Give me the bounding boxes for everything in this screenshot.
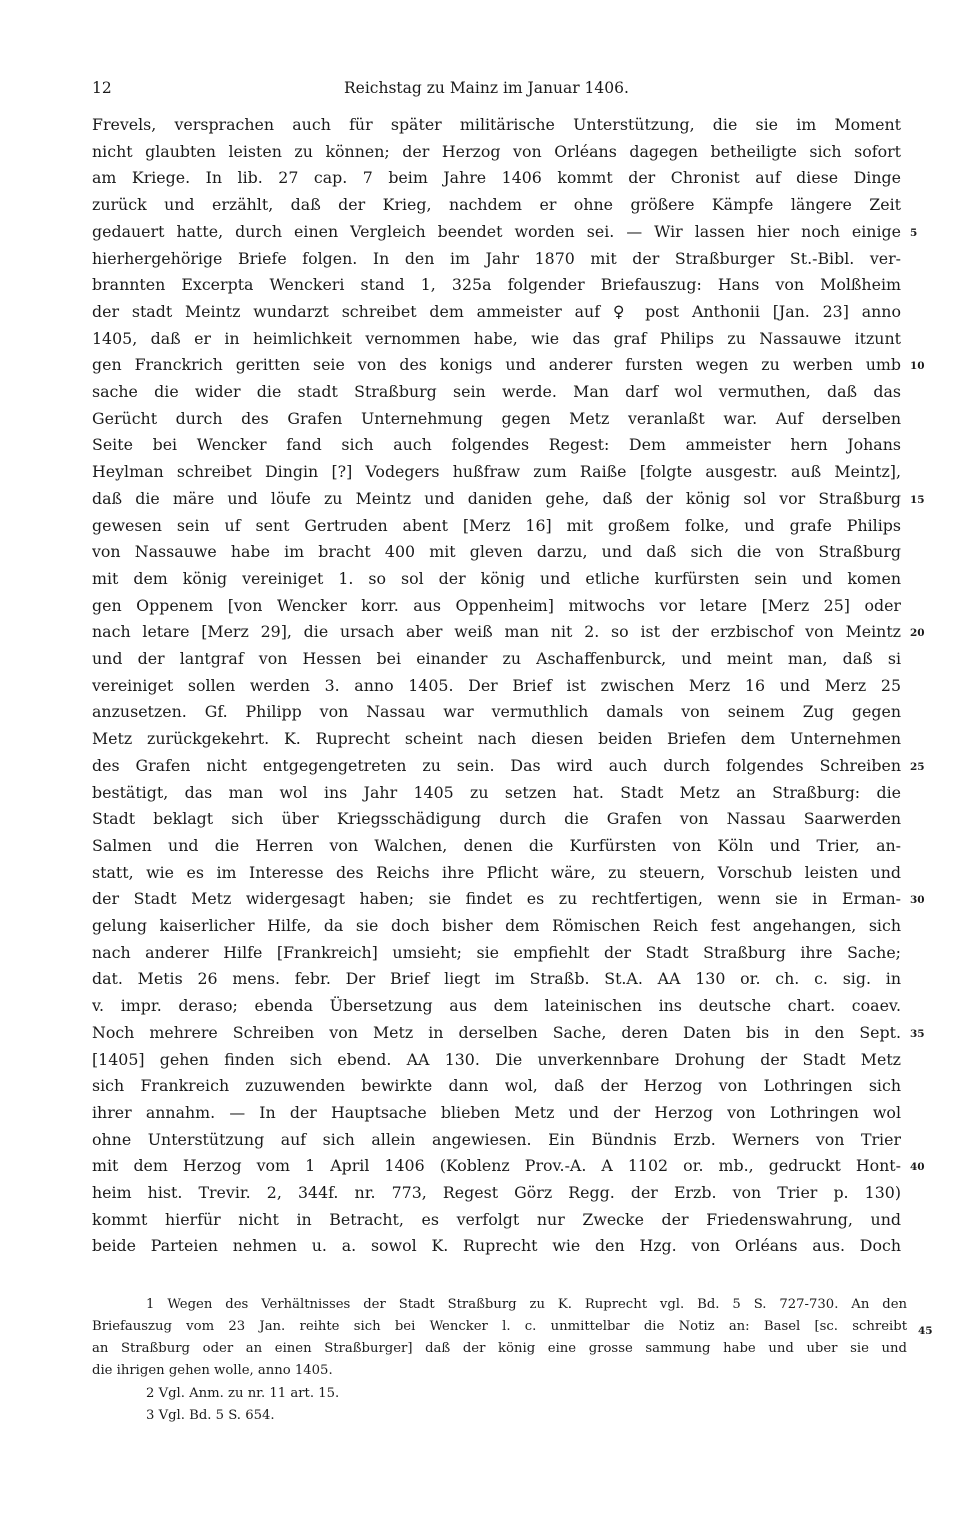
- text-line: nach letare [Merz 29], die ursach aber weiß man nit 2. so ist der erzbischof von Meintz: [92, 622, 901, 642]
- text-line: Salmen und die Herren von Walchen, denen die Kurfürsten von Köln und Trier, an-: [92, 835, 901, 855]
- text-line: gewesen sein uf sent Gertruden abent [Merz 16] mit großem folke, und grafe Philips: [92, 515, 901, 535]
- text-line: statt, wie es im Interesse des Reichs ihre Pflicht wäre, zu steuern, Vorschub leisten und: [92, 862, 901, 882]
- text-line: Gerücht durch des Grafen Unternehmung gegen Metz veranlaßt war. Auf derselben: [92, 408, 901, 428]
- text-line: nach anderer Hilfe [Frankreich] umsieht; sie empfiehlt der Stadt Straßburg ihre Sache;: [92, 942, 901, 962]
- text-line: von Nassauwe habe im bracht 400 mit gleven darzu, und daß sich die von Straßburg: [92, 542, 901, 562]
- margin-line-number: 20: [910, 627, 925, 640]
- margin-line-number: 30: [910, 894, 925, 907]
- text-line: nicht glaubten leisten zu können; der Herzog von Orléans dagegen betheiligte sich sofort: [92, 141, 901, 161]
- text-line: heim hist. Trevir. 2, 344f. nr. 773, Regest Görz Regg. der Erzb. von Trier p. 130): [92, 1183, 901, 1202]
- margin-line-number: 5: [910, 226, 918, 239]
- text-line: am Kriege. In lib. 27 cap. 7 beim Jahre 1406 kommt der Chronist auf diese Dinge: [92, 168, 901, 188]
- text-line: vereiniget sollen werden 3. anno 1405. Der Brief ist zwischen Merz 16 und Merz 25: [92, 675, 901, 695]
- text-line: ohne Unterstützung auf sich allein angewiesen. Ein Bündnis Erzb. Werners von Trier: [92, 1129, 901, 1149]
- text-line: [1405] gehen finden sich ebend. AA 130. Die unverkennbare Drohung der Stadt Metz: [92, 1049, 901, 1069]
- text-line: gen Franckrich geritten seie von des konigs und anderer fursten wegen zu werben umb: [92, 355, 901, 375]
- margin-line-number: 35: [910, 1027, 925, 1040]
- text-line: zurück und erzählt, daß der Krieg, nachdem er ohne größere Kämpfe längere Zeit: [92, 195, 901, 215]
- text-line: sich Frankreich zuzuwenden bewirkte dann wol, daß der Herzog von Lothringen sich: [92, 1076, 901, 1096]
- footnote-line: die ihrigen gehen wolle, anno 1405.: [92, 1363, 333, 1378]
- text-line: gelung kaiserlicher Hilfe, da sie doch bisher dem Römischen Reich fest angehangen, sich: [92, 916, 901, 935]
- text-line: des Grafen nicht entgegengetreten zu sein. Das wird auch durch folgendes Schreiben: [92, 755, 901, 775]
- text-line: Frevels, versprachen auch für später militärische Unterstützung, die sie im Moment: [92, 115, 901, 134]
- text-line: Seite bei Wencker fand sich auch folgendes Regest: Dem ammeister hern Johans: [92, 435, 901, 455]
- footnote-line: 3 Vgl. Bd. 5 S. 654.: [146, 1408, 275, 1423]
- footnote-line: 2 Vgl. Anm. zu nr. 11 art. 15.: [146, 1386, 340, 1401]
- footnote-line: 1 Wegen des Verhältnisses der Stadt Straßburg zu K. Ruprecht vgl. Bd. 5 S. 727-730. An den: [146, 1297, 907, 1312]
- margin-line-number: 10: [910, 360, 925, 373]
- text-line: v. impr. deraso; ebenda Übersetzung aus dem lateinischen ins deutsche chart. coaev.: [92, 996, 901, 1016]
- margin-line-number: 15: [910, 493, 925, 506]
- text-line: Metz zurückgekehrt. K. Ruprecht scheint nach diesen beiden Briefen dem Unternehmen: [92, 729, 901, 749]
- text-line: mit dem Herzog vom 1 April 1406 (Koblenz Prov.-A. A 1102 or. mb., gedruckt Hont-: [92, 1156, 901, 1176]
- text-line: ihrer annahm. — In der Hauptsache blieben Metz und der Herzog von Lothringen wol: [92, 1102, 901, 1122]
- footnote-line: Briefauszug vom 23 Jan. reihte sich bei Wencker l. c. unmittelbar die Notiz an: Basel [sc. schreibt: [92, 1319, 907, 1334]
- page-number: 12: [92, 79, 112, 97]
- text-line: 1405, daß er in heimlichkeit vernommen habe, wie das graf Philips zu Nassauwe itzunt: [92, 328, 901, 348]
- footnote-line: an Straßburg oder an einen Straßburger] daß der könig eine grosse sammung habe und uber sie und: [92, 1341, 907, 1356]
- text-line: gen Oppenem [von Wencker korr. aus Oppenheim] mitwochs vor letare [Merz 25] oder: [92, 595, 901, 615]
- text-line: anzusetzen. Gf. Philipp von Nassau war vermuthlich damals von seinem Zug gegen: [92, 702, 901, 722]
- margin-line-number: 25: [910, 760, 925, 773]
- text-line: der stadt Meintz wundarzt schreibet dem ammeister auf ♀ post Anthonii [Jan. 23] anno: [92, 301, 901, 321]
- running-title: Reichstag zu Mainz im Januar 1406.: [344, 79, 629, 97]
- text-line: und der lantgraf von Hessen bei einander zu Aschaffenburck, und meint man, daß si: [92, 649, 901, 668]
- text-line: bestätigt, das man wol ins Jahr 1405 zu setzen hat. Stadt Metz an Straßburg: die: [92, 782, 901, 802]
- text-line: Stadt beklagt sich über Kriegsschädigung durch die Grafen von Nassau Saarwerden: [92, 809, 901, 829]
- footnote-margin-number: 45: [918, 1325, 933, 1337]
- text-line: daß die märe und löufe zu Meintz und daniden gehe, daß der könig sol vor Straßburg: [92, 488, 901, 508]
- text-line: der Stadt Metz widergesagt haben; sie findet es zu rechtfertigen, wenn sie in Erman-: [92, 889, 901, 909]
- text-line: Heylman schreibet Dingin [?] Vodegers hußfraw zum Raiße [folgte ausgestr. auß Meintz],: [92, 462, 901, 482]
- text-line: mit dem könig vereiniget 1. so sol der könig und etliche kurfürsten sein und komen: [92, 568, 901, 588]
- text-line: gedauert hatte, durch einen Vergleich beendet worden sei. — Wir lassen hier noch einige: [92, 221, 901, 241]
- text-line: dat. Metis 26 mens. febr. Der Brief liegt im Straßb. St.A. AA 130 or. ch. c. sig. in: [92, 969, 901, 989]
- text-line: kommt hierfür nicht in Betracht, es verfolgt nur Zwecke der Friedenswahrung, und: [92, 1209, 901, 1229]
- text-line: sache die wider die stadt Straßburg sein werde. Man darf wol vermuthen, daß das: [92, 382, 901, 401]
- text-line: beide Parteien nehmen u. a. sowol K. Ruprecht wie den Hzg. von Orléans aus. Doch: [92, 1236, 901, 1256]
- text-line: Noch mehrere Schreiben von Metz in derselben Sache, deren Daten bis in den Sept.: [92, 1022, 901, 1042]
- text-line: brannten Excerpta Wenckeri stand 1, 325a folgender Briefauszug: Hans von Molßheim: [92, 275, 901, 295]
- margin-line-number: 40: [910, 1161, 925, 1174]
- text-line: hierhergehörige Briefe folgen. In den im Jahr 1870 mit der Straßburger St.-Bibl. ver-: [92, 248, 901, 268]
